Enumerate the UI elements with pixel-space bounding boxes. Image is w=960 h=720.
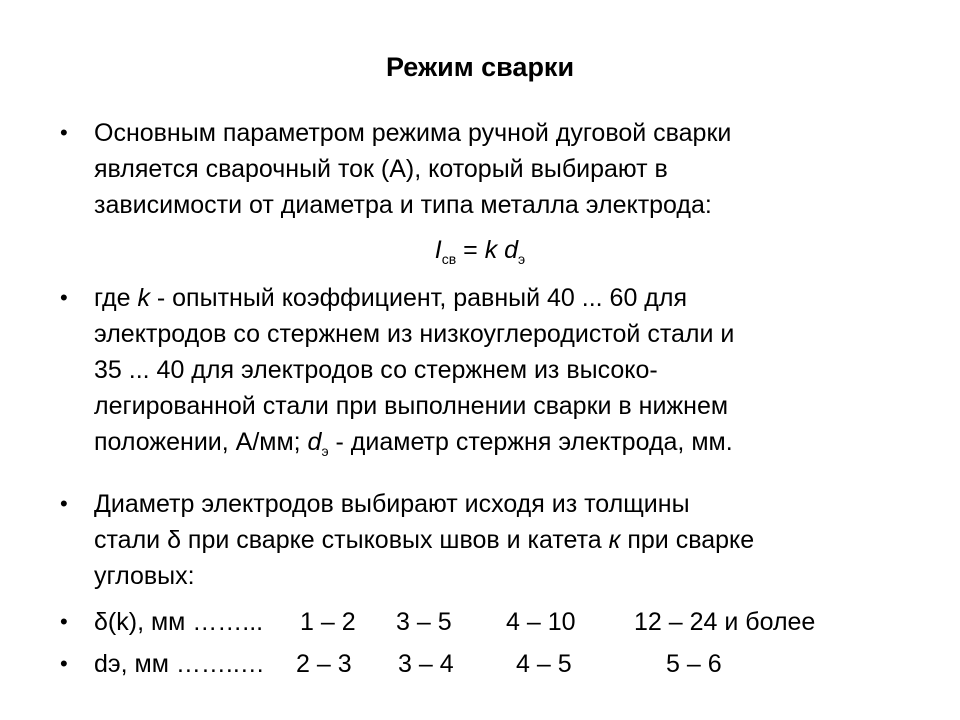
bullet-text [94,486,914,594]
text-line: Диаметр электродов выбирают исходя из толщины [94,490,690,518]
formula-coefficient: k [484,236,498,264]
bullet-marker: • [60,120,68,145]
table-cell: 12 – 24 и более [634,608,816,636]
text-line [94,280,914,316]
text-fragment: - диаметр стержня электрода, мм. [328,428,733,456]
formula-current-symbol: I [434,236,442,264]
table-cell: 1 – 2 [300,608,356,636]
text-line: легированной стали при выполнении сварки в нижнем [94,392,729,420]
bullet-text [94,280,914,460]
text-fragment: где [94,284,138,312]
diameter-subscript: э [321,443,329,459]
text-fragment: стали δ при сварке стыковых швов и катета [94,526,609,554]
current-formula [0,232,960,268]
coefficient-symbol: k [137,284,150,312]
diameter-symbol: d [307,428,322,456]
text-line: 35 ... 40 для электродов со стержнем из высоко- [94,356,658,384]
formula-diameter-symbol: d [504,236,519,264]
table-cell: 4 – 10 [506,608,576,636]
bullet-marker: • [60,651,68,676]
text-line: Основным параметром режима ручной дуговой сварки [94,119,732,147]
bullet-text [94,115,914,223]
table-cell: 4 – 5 [516,650,572,678]
text-fragment: - опытный коэффициент, равный 40 ... 60 для [149,284,688,312]
bullet-marker: • [60,285,68,310]
bullet-marker: • [60,491,68,516]
table-cell: 3 – 4 [398,650,454,678]
table-cell: 3 – 5 [396,608,452,636]
text-line: является сварочный ток (А), который выбирают в [94,155,668,183]
formula-equals: = [463,236,478,264]
text-line: электродов со стержнем из низкоуглеродистой стали и [94,320,735,348]
leg-symbol: к [608,526,621,554]
text-line [94,522,914,558]
bullet-marker: • [60,609,68,634]
formula-current-subscript: св [441,251,457,267]
text-line: угловых: [94,562,195,590]
text-fragment: при сварке [620,526,755,554]
row-label: δ(k), мм ……... [94,608,264,636]
text-fragment: положении, А/мм; [94,428,308,456]
table-cell: 2 – 3 [296,650,352,678]
table-cell: 5 – 6 [666,650,722,678]
formula-diameter-subscript: э [518,251,526,267]
slide-title: Режим сварки [385,52,575,82]
row-label: dэ, мм ……..… [94,650,265,678]
text-line [94,424,914,460]
text-line: зависимости от диаметра и типа металла электрода: [94,191,712,219]
